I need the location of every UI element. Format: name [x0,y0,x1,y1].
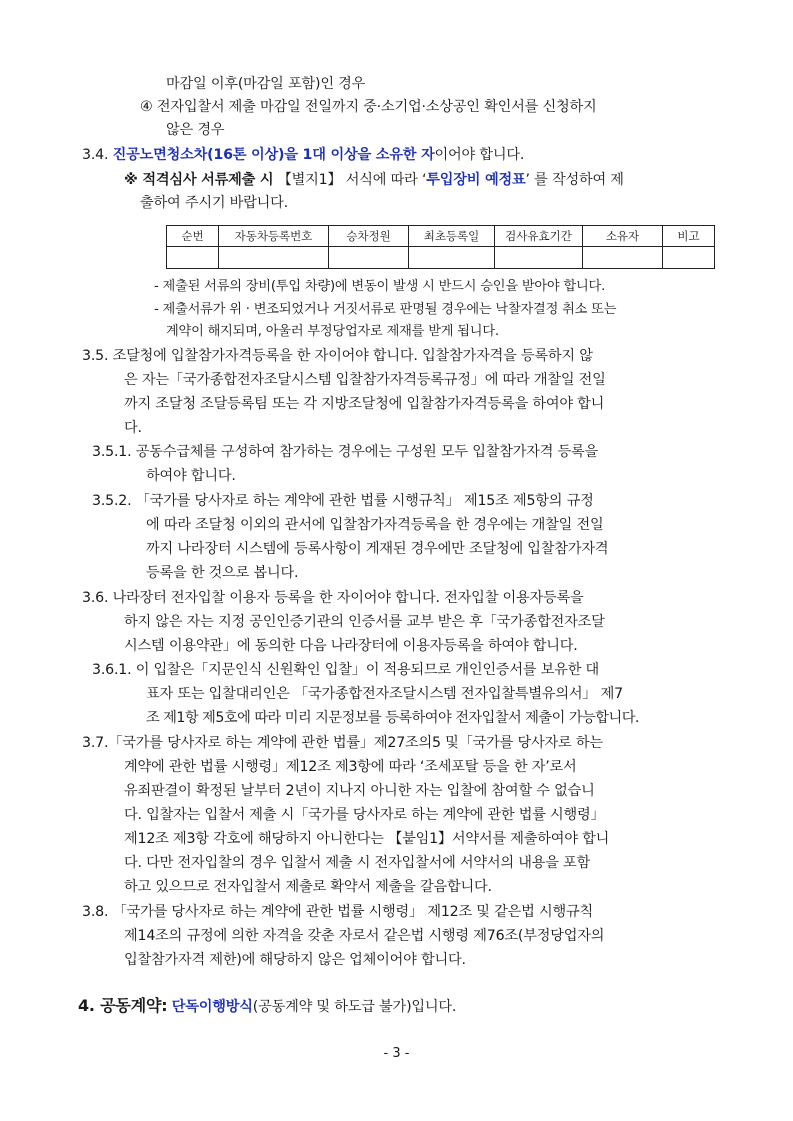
text-line: 유죄판결이 확정된 날부터 2년이 지나지 아니한 자는 입찰에 참여할 수 없습니 [124,783,595,799]
text-line: - 제출서류가 위 · 변조되었거나 거짓서류로 판명될 경우에는 낙찰자결정 취소 또는 [154,302,617,317]
text-line: 계약이 해지되며, 아울러 부정당업자로 제재를 받게 됩니다. [166,324,499,339]
table-header-cell: 순번 [167,226,219,247]
text-line: 입찰참가자격 제한)에 해당하지 않은 업체이어야 합니다. [124,952,466,968]
text-line: 조 제1항 제5호에 따라 미리 지문정보를 등록하여야 전자입찰서 제출이 가능합니다. [146,710,639,726]
section-3-4 [82,145,524,165]
text-span: 【별지1】 서식에 따라 ‘ [277,172,427,188]
text-line: 다. 다만 전자입찰의 경우 입찰서 제출 시 전자입찰서에 서약서의 내용을 포함 [124,855,591,871]
text-line: 등록을 한 것으로 봅니다. [146,565,299,581]
text-line: 다. 입찰자는 입찰서 제출 시「국가를 당사자로 하는 계약에 관한 법률 시행령」 [124,807,605,823]
table-cell [583,247,663,269]
text-span: 이어야 합니다. [434,147,525,163]
note-line [124,170,624,190]
highlight-contract-type: 단독이행방식 [171,999,253,1015]
table-header-cell: 자동차등록번호 [219,226,329,247]
section-heading: 4. 공동계약: [78,996,168,1015]
table-header-cell: 소유자 [583,226,663,247]
note-label: ※ 적격심사 서류제출 시 [124,172,274,188]
text-line: 3.8. 「국가를 당사자로 하는 계약에 관한 법률 시행령」 제12조 및 같은법 시행규칙 [82,904,593,920]
text-span: (공동계약 및 하도급 불가)입니다. [252,999,457,1015]
text-line: 제14조의 규정에 의한 자격을 갖춘 자로서 같은법 시행령 제76조(부정당업자의 [124,928,605,944]
text-line: 않은 경우 [166,122,225,138]
page-number: - 3 - [383,1046,410,1061]
table-header-row [167,226,715,247]
text-line: 3.6. 나라장터 전자입찰 이용자 등록을 한 자이어야 합니다. 전자입찰 이용자등록을 [82,590,584,606]
highlight-requirement: 진공노면청소차(16톤 이상)을 1대 이상을 소유한 자 [112,147,435,163]
text-line: 까지 조달청 조달등록팀 또는 각 지방조달청에 입찰참가자격등록을 하여야 합니 [124,396,605,412]
text-line: ④ 전자입찰서 제출 마감일 전일까지 중·소기업·소상공인 확인서를 신청하지 [140,99,597,115]
table-header-cell: 비고 [663,226,715,247]
table-cell [495,247,583,269]
text-line: 계약에 관한 법률 시행령」제12조 제3항에 따라 ‘조세포탈 등을 한 자’로서 [124,759,577,775]
table-row [167,247,715,269]
text-line: 3.5.1. 공동수급체를 구성하여 참가하는 경우에는 구성원 모두 입찰참가자격 등록을 [92,444,599,460]
text-line: 시스템 이용약관」에 동의한 다음 나라장터에 이용자등록을 하여야 합니다. [124,638,578,654]
equipment-table [166,225,715,269]
text-line: 마감일 이후(마감일 포함)인 경우 [166,76,366,92]
text-line: 하고 있으므로 전자입찰서 제출로 확약서 제출을 갈음합니다. [124,879,492,895]
table-header-cell: 검사유효기간 [495,226,583,247]
text-line: 3.6.1. 이 입찰은「지문인식 신원확인 입찰」이 적용되므로 개인인증서를 보유한 대 [92,662,600,678]
table-cell [219,247,329,269]
text-line: 하지 않은 자는 지정 공인인증기관의 인증서를 교부 받은 후「국가종합전자조달 [124,614,605,630]
text-line: 다. [124,420,142,436]
table-header-cell: 승차정원 [329,226,409,247]
section-4 [78,996,456,1017]
text-span: ’ 를 작성하여 제 [525,172,624,188]
section-number: 3.4. [82,147,109,163]
text-line: - 제출된 서류의 장비(투입 차량)에 변동이 발생 시 반드시 승인을 받아야 합니다. [154,279,606,294]
text-line: 표자 또는 입찰대리인은 「국가종합전자조달시스템 전자입찰특별유의서」 제7 [146,686,624,702]
table-header-cell: 최초등록일 [409,226,495,247]
text-line: 3.7.「국가를 당사자로 하는 계약에 관한 법률」제27조의5 및「국가를 당사자로 하는 [82,735,603,751]
table-cell [663,247,715,269]
table-cell [167,247,219,269]
table-cell [329,247,409,269]
table-cell [409,247,495,269]
text-line: 제12조 제3항 각호에 해당하지 아니한다는 【붙임1】서약서를 제출하여야 합니 [124,831,610,847]
text-line: 3.5.2. 「국가를 당사자로 하는 계약에 관한 법률 시행규칙」 제15조 제5항의 규정 [92,493,594,509]
text-line: 출하여 주시기 바랍니다. [140,195,288,211]
text-line: 은 자는「국가종합전자조달시스템 입찰참가자격등록규정」에 따라 개찰일 전일 [124,372,606,388]
text-line: 까지 나라장터 시스템에 등록사항이 게재된 경우에만 조달청에 입찰참가자격 [146,541,609,557]
text-line: 에 따라 조달청 이외의 관서에 입찰참가자격등록을 한 경우에는 개찰일 전일 [146,517,604,533]
text-line: 하여야 합니다. [146,468,236,484]
highlight-equipment-plan: 투입장비 예정표 [426,172,526,188]
text-line: 3.5. 조달청에 입찰참가자격등록을 한 자이어야 합니다. 입찰참가자격을 등록하지 않 [82,348,593,364]
